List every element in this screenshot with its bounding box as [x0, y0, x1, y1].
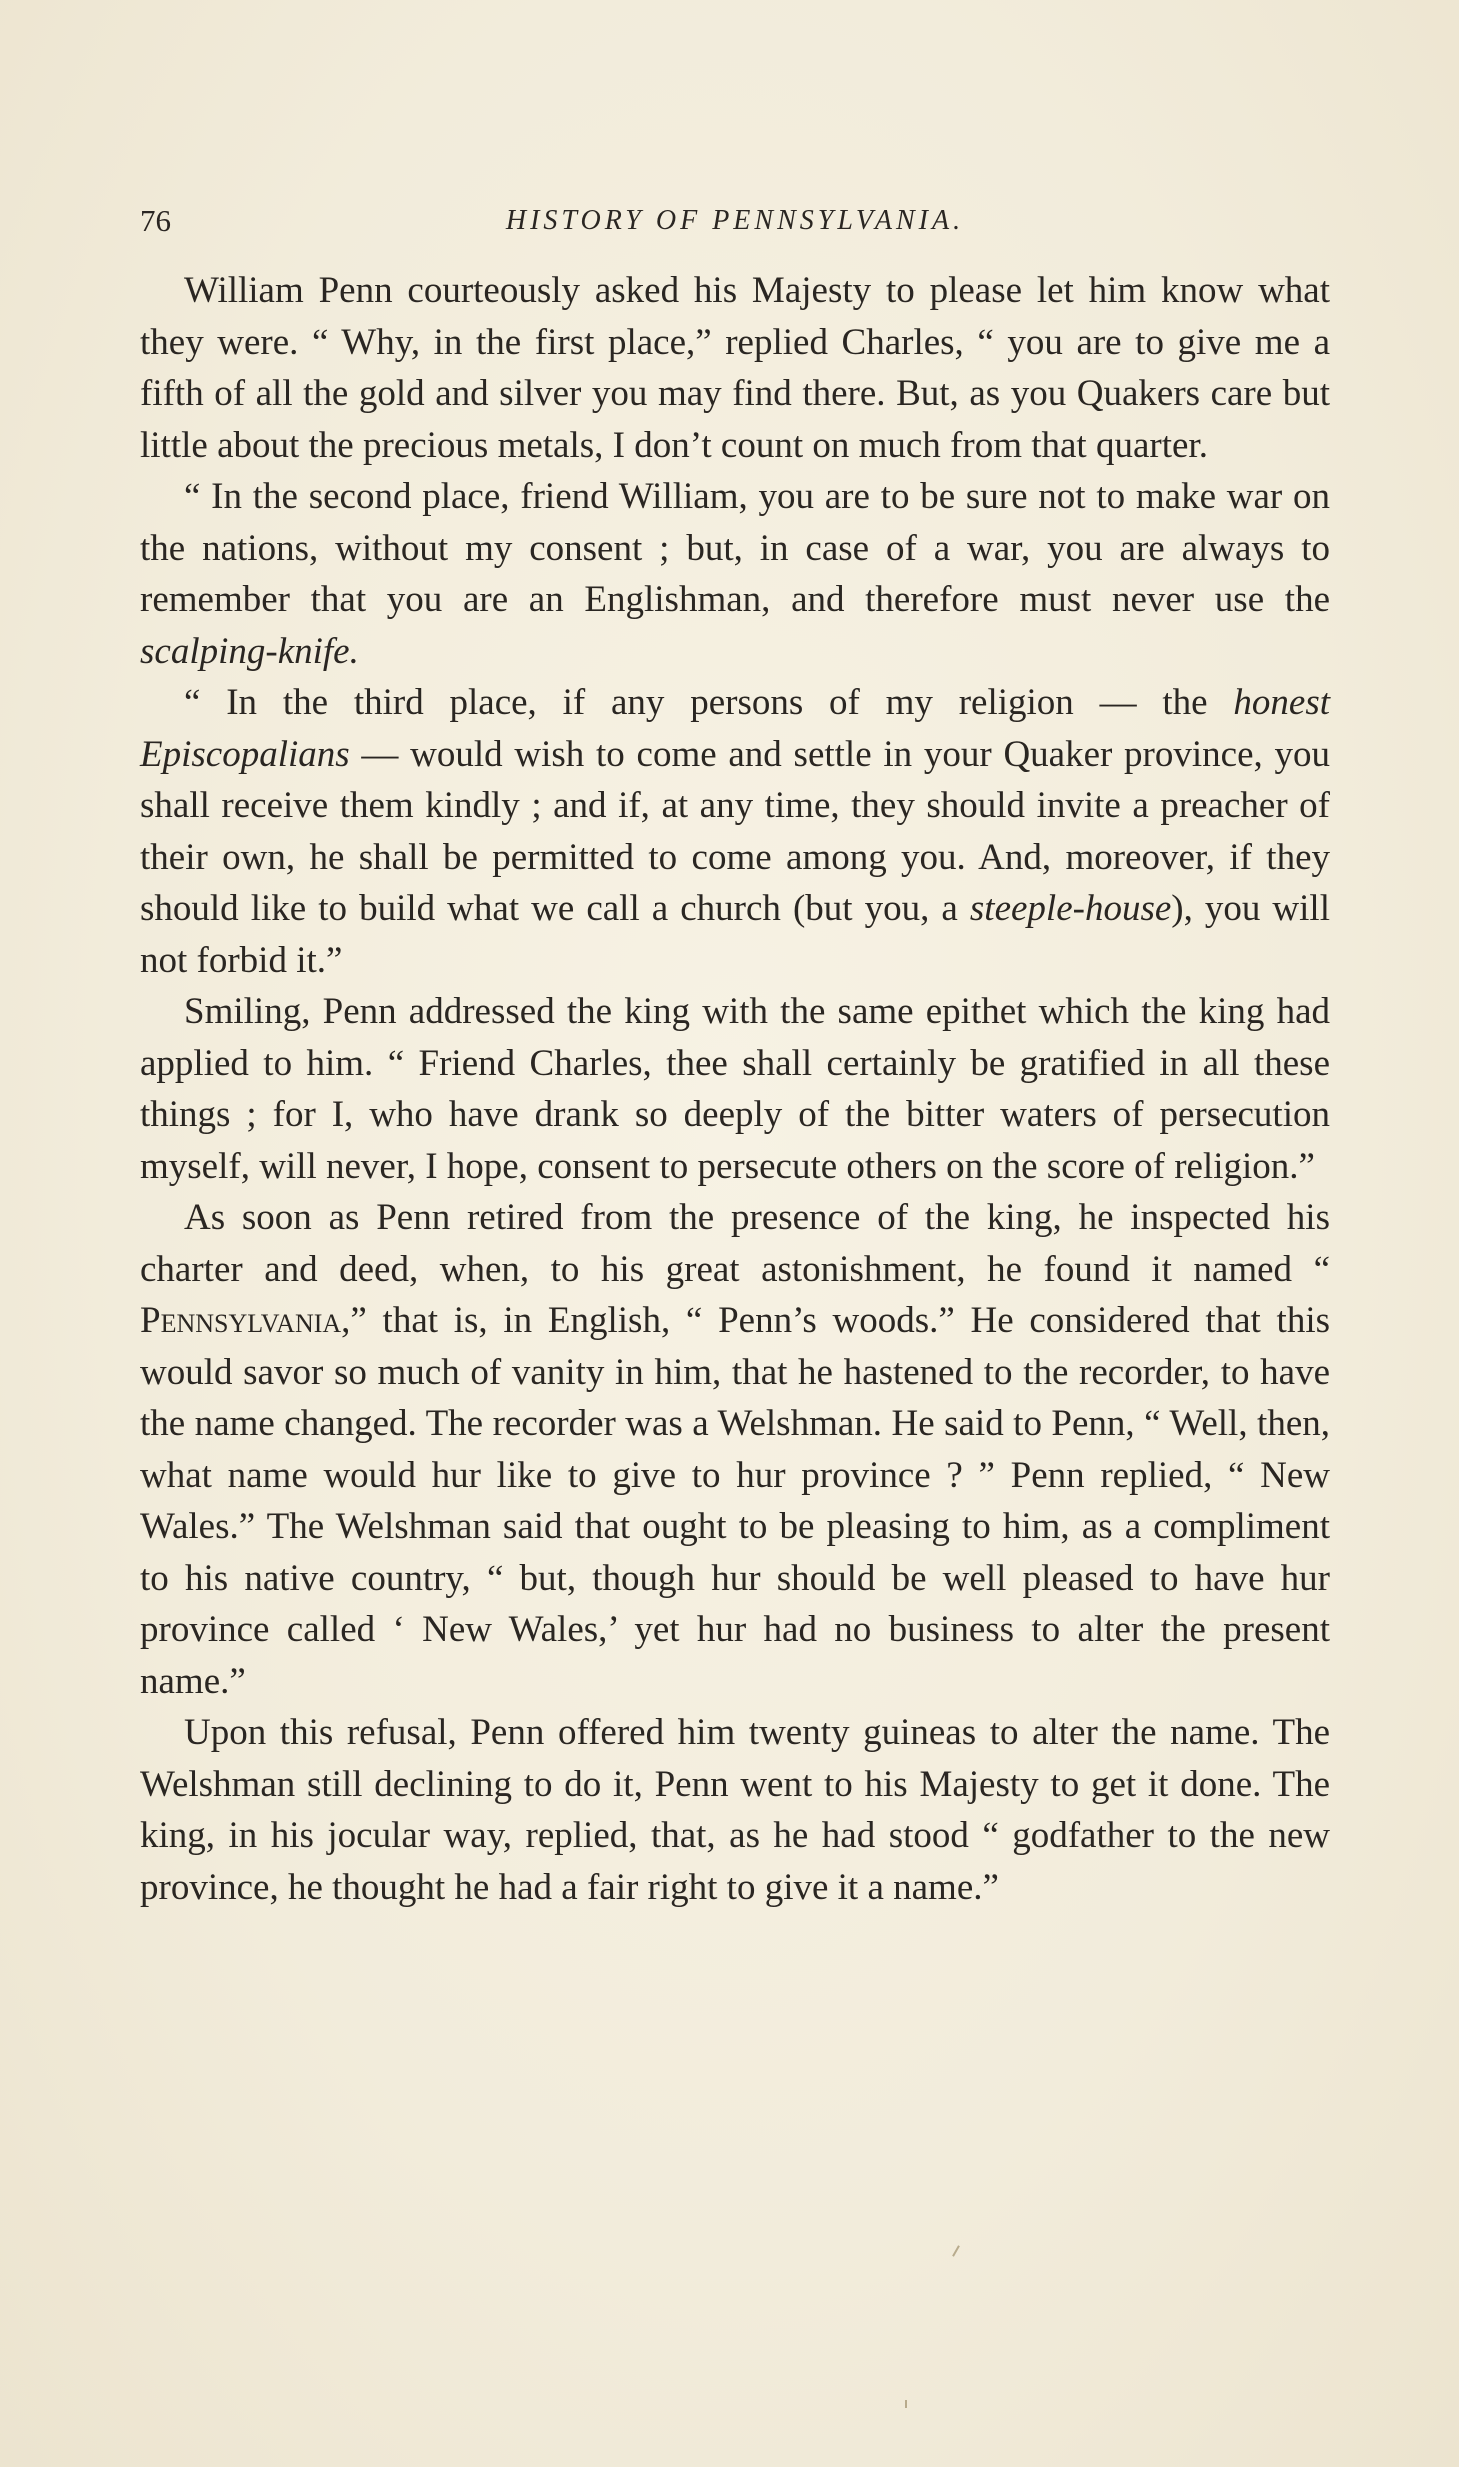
smallcaps-name: Pennsylvania	[140, 1300, 342, 1341]
paragraph-2	[140, 471, 1330, 677]
italic-phrase: honest Episcopalians	[140, 682, 1330, 775]
paragraph-text: Smiling, Penn addressed the king with the same epithet which the king had applied to him. “ Friend Charles, thee shall certainly be gratified in all these things ; for I, who have drank so deeply of the bitter waters of persecution myself, will never, I hope, consent to persecute others on the score of religion.”	[140, 991, 1330, 1187]
paragraph-text: ), you will not forbid it.”	[140, 888, 1330, 981]
paragraph-5	[140, 1192, 1330, 1707]
paragraph-text: “ In the third place, if any persons of my religion — the	[184, 682, 1234, 723]
paragraph-1	[140, 265, 1330, 471]
paragraph-text: Upon this refusal, Penn offered him twenty guineas to alter the name. The Welshman still declining to do it, Penn went to his Majesty to get it done. The king, in his jocular way, replied, that, as he had stood “ godfather to the new province, he thought he had a fair right to give it a name.”	[140, 1712, 1330, 1908]
paragraph-6	[140, 1707, 1330, 1913]
body-text	[140, 265, 1330, 1913]
italic-phrase: steeple-house	[969, 888, 1172, 929]
paper-speck	[952, 2245, 960, 2256]
paragraph-text: ,” that is, in English, “ Penn’s woods.” He considered that this would savor so much of vanity in him, that he hastened to the recorder, to have the name changed. The recorder was a Welshman. He said to Penn, “ Well, then, what name would hur like to give to hur province ? ” Penn replied, “ New Wales.” The Welshman said that ought to be pleasing to him, as a compliment to his native country, “ but, though hur should be well pleased to have hur province called ‘ New Wales,’ yet hur had no business to alter the present name.”	[140, 1300, 1330, 1702]
paragraph-text: As soon as Penn retired from the presence of the king, he inspected his charter and deed, when, to his great astonishment, he found it named “	[140, 1197, 1330, 1290]
paragraph-text: William Penn courteously asked his Majesty to please let him know what they were. “ Why, in the first place,” replied Charles, “ you are to give me a fifth of all the gold and silver you may find there. But, as you Quakers care but little about the precious metals, I don’t count on much from that quarter.	[140, 270, 1330, 466]
italic-phrase: scalping-knife.	[140, 630, 359, 672]
running-title: HISTORY OF PENNSYLVANIA.	[505, 205, 965, 236]
paragraph-4	[140, 986, 1330, 1192]
paragraph-text: — would wish to come and settle in your Quaker province, you shall receive them kindly ; and if, at any time, they should invite a preacher of their own, he shall be permitted to come among you. And, moreover, if they should like to build what we call a church (but you, a	[140, 733, 1330, 929]
paper-speck	[905, 2400, 907, 2408]
page-number: 76	[140, 203, 171, 238]
paragraph-text: “ In the second place, friend William, you are to be sure not to make war on the nations, without my consent ; but, in case of a war, you are always to remember that you are an Englishman, and therefore must never use the	[140, 476, 1330, 620]
paragraph-3	[140, 677, 1330, 986]
page-header	[140, 196, 1330, 246]
